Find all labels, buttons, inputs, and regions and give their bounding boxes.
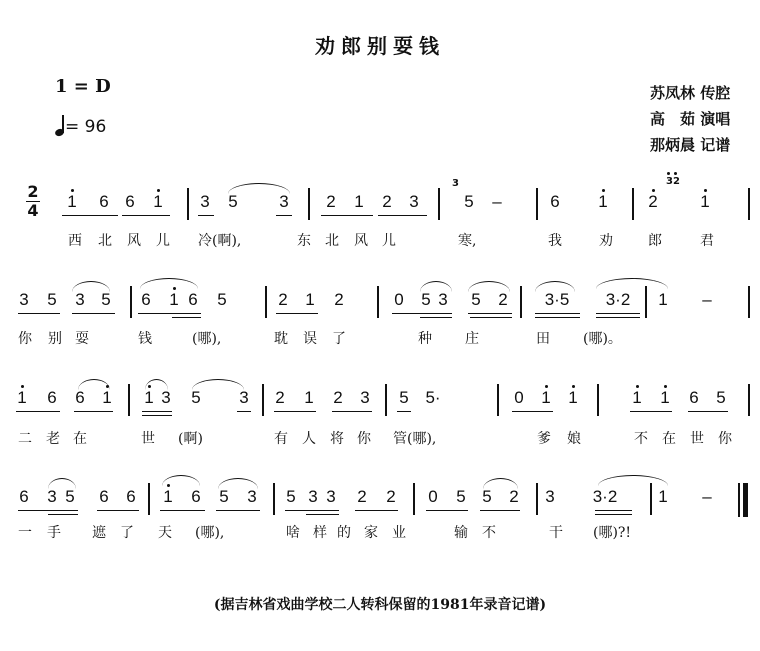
lyric: 天	[158, 525, 172, 541]
underline-beam	[420, 317, 452, 318]
underline-beam	[535, 313, 580, 314]
note: 1	[598, 192, 608, 211]
barline	[536, 188, 538, 220]
lyric: (啊)	[178, 431, 203, 447]
slur	[72, 281, 110, 292]
high-octave-dot	[704, 189, 707, 192]
underline-beam	[595, 510, 632, 511]
note: 3·2	[605, 290, 631, 309]
credits	[650, 80, 730, 158]
underline-beam	[48, 514, 78, 515]
note: 3	[75, 290, 85, 309]
note: 2	[498, 290, 508, 309]
underline-beam	[630, 411, 672, 412]
note: 3	[360, 388, 370, 407]
underline-beam	[535, 317, 580, 318]
underline-beam	[595, 514, 632, 515]
slur	[140, 278, 198, 289]
note: 3	[545, 487, 555, 506]
note: 3	[308, 487, 318, 506]
note: 2	[326, 192, 336, 211]
note: 2	[648, 192, 658, 211]
lyric: 风	[354, 233, 368, 249]
lyric: 一	[18, 525, 32, 541]
note: 5	[217, 290, 227, 309]
note: 1	[354, 192, 364, 211]
lyric: 的	[337, 525, 351, 541]
high-octave-dot	[157, 189, 160, 192]
slur	[598, 475, 668, 486]
note: 5	[399, 388, 409, 407]
lyric: 误	[303, 331, 317, 347]
slur	[468, 281, 510, 292]
note: 2	[382, 192, 392, 211]
slur	[535, 281, 575, 292]
note: 0	[514, 388, 524, 407]
lyric: 我	[548, 233, 562, 249]
high-octave-dot	[667, 172, 670, 175]
lyric: 别	[48, 331, 62, 347]
underline-beam	[378, 215, 427, 216]
barline	[497, 384, 499, 416]
high-octave-dot	[21, 385, 24, 388]
time-signature-bottom: 4	[27, 201, 39, 220]
note: 5·	[425, 388, 441, 407]
high-octave-dot	[652, 189, 655, 192]
note: 5	[286, 487, 296, 506]
underline-beam	[18, 510, 78, 511]
barline	[536, 483, 538, 515]
high-octave-dot	[664, 385, 667, 388]
underline-beam	[122, 215, 170, 216]
barline	[650, 483, 652, 515]
slur	[78, 379, 110, 390]
note: 3·5	[544, 290, 570, 309]
underline-beam	[142, 411, 172, 412]
underline-beam	[160, 510, 205, 511]
barline	[262, 384, 264, 416]
note: 6	[47, 388, 57, 407]
lyric: 儿	[156, 233, 170, 249]
note: 5	[421, 290, 431, 309]
note: 3·2	[592, 487, 618, 506]
lyric: 不	[482, 525, 496, 541]
note: 1	[169, 290, 179, 309]
underline-beam	[321, 215, 373, 216]
barline	[128, 384, 130, 416]
lyric: 不	[634, 431, 648, 447]
source-note: (据吉林省戏曲学校二人转科保留的1981年录音记谱)	[213, 597, 547, 613]
note: 2	[334, 290, 344, 309]
barline	[645, 286, 647, 318]
lyric: 输	[454, 525, 468, 541]
note: 6	[99, 192, 109, 211]
slur	[218, 478, 258, 489]
lyric: 业	[392, 525, 406, 541]
lyric: (哪),	[195, 525, 225, 541]
lyric: 世	[690, 431, 704, 447]
note: 1	[632, 388, 642, 407]
barline	[748, 286, 750, 318]
note: 1	[568, 388, 578, 407]
lyric: 田	[536, 331, 550, 347]
note: 6	[99, 487, 109, 506]
lyric: 啥	[286, 525, 300, 541]
barline	[265, 286, 267, 318]
lyric: 儿	[382, 233, 396, 249]
underline-beam	[392, 313, 452, 314]
lyric: 人	[302, 431, 316, 447]
tempo-marking	[55, 116, 106, 137]
credit-singer: 高 茹 演唱	[650, 110, 731, 128]
note: 3	[200, 192, 210, 211]
underline-beam	[397, 411, 411, 412]
underline-beam	[198, 215, 214, 216]
barline	[308, 188, 310, 220]
lyric: 东	[297, 233, 311, 249]
note: 1	[304, 388, 314, 407]
barline	[187, 188, 189, 220]
lyric: 耍	[75, 331, 89, 347]
slur	[162, 475, 200, 486]
lyric: 种	[418, 331, 432, 347]
grace-note: 3	[452, 178, 459, 189]
lyric: 北	[325, 233, 339, 249]
underline-beam	[16, 411, 60, 412]
key-signature: 1 = D	[55, 76, 111, 97]
underline-beam	[480, 510, 520, 511]
final-barline-thick	[743, 483, 748, 517]
barline	[748, 188, 750, 220]
underline-beam	[306, 514, 339, 515]
underline-beam	[332, 411, 372, 412]
underline-beam	[142, 415, 172, 416]
note: 2	[386, 487, 396, 506]
lyric: (哪),	[192, 331, 222, 347]
note: –	[492, 192, 502, 211]
slur	[192, 379, 244, 390]
note: 6	[550, 192, 560, 211]
note: 5	[101, 290, 111, 309]
underline-beam	[74, 411, 113, 412]
barline	[748, 384, 750, 416]
lyric: 二	[18, 431, 32, 447]
barline	[597, 384, 599, 416]
lyric: 君	[700, 233, 714, 249]
lyric: 郎	[648, 233, 662, 249]
lyric: (哪)?!	[593, 525, 632, 541]
note: 3	[239, 388, 249, 407]
barline	[632, 188, 634, 220]
note: 3	[161, 388, 171, 407]
lyric: 样	[313, 525, 327, 541]
note: 6	[141, 290, 151, 309]
lyric: 耽	[274, 331, 288, 347]
time-signature	[26, 183, 40, 220]
lyric: 在	[73, 431, 87, 447]
lyric: 娘	[567, 431, 581, 447]
note: 3	[279, 192, 289, 211]
note: 5	[65, 487, 75, 506]
underline-beam	[468, 313, 512, 314]
underline-beam	[470, 317, 512, 318]
lyric: 你	[718, 431, 732, 447]
lyric: 管(哪),	[393, 431, 437, 447]
lyric: 爹	[537, 431, 551, 447]
note: 1	[658, 487, 668, 506]
barline	[413, 483, 415, 515]
note: 3	[247, 487, 257, 506]
note: 5	[456, 487, 466, 506]
note: 3	[47, 487, 57, 506]
note: 1	[305, 290, 315, 309]
underline-beam	[72, 313, 115, 314]
slur	[48, 478, 76, 489]
note: 6	[188, 290, 198, 309]
note: 2	[357, 487, 367, 506]
lyric: 冷(啊),	[198, 233, 242, 249]
barline	[377, 286, 379, 318]
credit-transcriber: 那炳晨 记谱	[650, 136, 731, 154]
lyric: 你	[357, 431, 371, 447]
barline	[385, 384, 387, 416]
song-title: 劝郎别耍钱	[315, 34, 445, 58]
underline-beam	[18, 313, 60, 314]
note: 5	[191, 388, 201, 407]
lyric: 老	[46, 431, 60, 447]
underline-beam	[276, 215, 292, 216]
note: 1	[660, 388, 670, 407]
lyric: 干	[549, 525, 563, 541]
underline-beam	[276, 313, 318, 314]
underline-beam	[216, 510, 260, 511]
note: 6	[191, 487, 201, 506]
note: 3	[19, 290, 29, 309]
slur	[228, 183, 290, 194]
final-barline-thin	[738, 483, 740, 517]
note: 3	[326, 487, 336, 506]
barline	[520, 286, 522, 318]
underline-beam	[97, 510, 139, 511]
underline-beam	[688, 411, 728, 412]
lyric: 有	[274, 431, 288, 447]
lyric: 将	[330, 431, 344, 447]
note: –	[702, 487, 712, 506]
slur	[483, 478, 518, 489]
note: 5	[464, 192, 474, 211]
note: 0	[428, 487, 438, 506]
note: 5	[471, 290, 481, 309]
note: 6	[125, 192, 135, 211]
underline-beam	[596, 313, 640, 314]
note: 0	[394, 290, 404, 309]
note: –	[702, 290, 712, 309]
note: 5	[716, 388, 726, 407]
note: 1	[144, 388, 154, 407]
lyric: 了	[332, 331, 346, 347]
high-octave-dot	[572, 385, 575, 388]
note: 1	[102, 388, 112, 407]
note: 3	[438, 290, 448, 309]
note: 3	[409, 192, 419, 211]
note: 1	[700, 192, 710, 211]
note: 5	[228, 192, 238, 211]
note: 1	[541, 388, 551, 407]
note: 6	[689, 388, 699, 407]
tempo-value: = 96	[65, 117, 107, 137]
note: 1	[67, 192, 77, 211]
underline-beam	[512, 411, 553, 412]
note: 6	[75, 388, 85, 407]
barline	[148, 483, 150, 515]
slur	[420, 281, 452, 292]
note: 1	[163, 487, 173, 506]
underline-beam	[274, 411, 316, 412]
underline-beam	[172, 317, 201, 318]
underline-beam	[355, 510, 398, 511]
grace-note: 32	[666, 176, 680, 187]
note: 5	[482, 487, 492, 506]
lyric: 钱	[138, 331, 152, 347]
lyric: 寒,	[458, 233, 477, 249]
lyric: 西	[68, 233, 82, 249]
barline	[130, 286, 132, 318]
note: 1	[658, 290, 668, 309]
note: 2	[278, 290, 288, 309]
underline-beam	[285, 510, 339, 511]
lyric: 了	[120, 525, 134, 541]
underline-beam	[62, 215, 118, 216]
underline-beam	[426, 510, 468, 511]
quarter-note-icon	[55, 116, 65, 136]
note: 1	[153, 192, 163, 211]
note: 6	[19, 487, 29, 506]
note: 2	[275, 388, 285, 407]
lyric: 在	[662, 431, 676, 447]
slur	[145, 379, 168, 390]
high-octave-dot	[674, 172, 677, 175]
underline-beam	[138, 313, 201, 314]
time-signature-top: 2	[27, 182, 39, 201]
note: 2	[333, 388, 343, 407]
high-octave-dot	[602, 189, 605, 192]
underline-beam	[596, 317, 640, 318]
high-octave-dot	[71, 189, 74, 192]
note: 6	[126, 487, 136, 506]
lyric: (哪)。	[583, 331, 622, 347]
note: 5	[219, 487, 229, 506]
credit-arranger: 苏凤林 传腔	[650, 84, 731, 102]
lyric: 遮	[92, 525, 106, 541]
barline	[273, 483, 275, 515]
high-octave-dot	[636, 385, 639, 388]
lyric: 北	[98, 233, 112, 249]
lyric: 手	[47, 525, 61, 541]
barline	[438, 188, 440, 220]
lyric: 风	[127, 233, 141, 249]
note: 1	[17, 388, 27, 407]
lyric: 庄	[465, 331, 479, 347]
underline-beam	[237, 411, 251, 412]
slur	[596, 278, 668, 289]
note: 2	[509, 487, 519, 506]
high-octave-dot	[545, 385, 548, 388]
lyric: 家	[364, 525, 378, 541]
lyric: 世	[141, 431, 155, 447]
lyric: 你	[18, 331, 32, 347]
note: 5	[47, 290, 57, 309]
lyric: 劝	[599, 233, 613, 249]
